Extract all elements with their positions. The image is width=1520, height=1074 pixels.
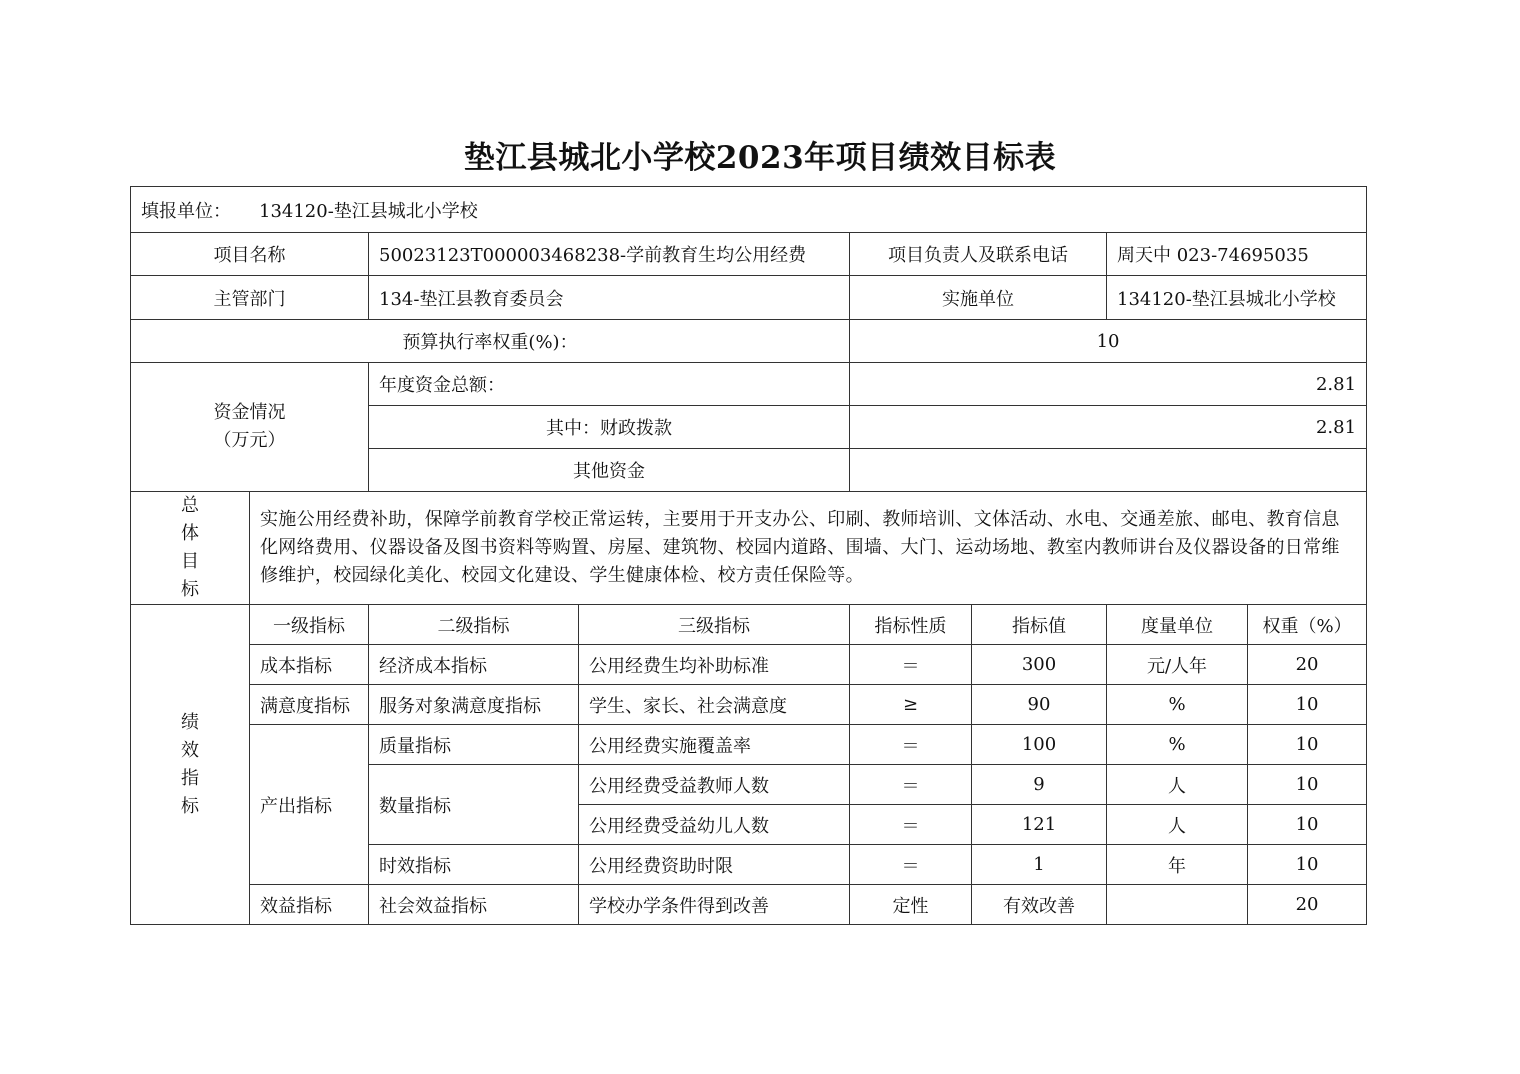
project-row (131, 233, 1367, 276)
level2-cell: 数量指标 (369, 765, 579, 845)
unit-cell: 人 (1107, 805, 1248, 845)
department-row (131, 276, 1367, 320)
unit-cell: % (1107, 725, 1248, 765)
budget-rate-row (131, 320, 1367, 363)
budget-rate-label: 预算执行率权重(%)： (131, 320, 850, 363)
weight-cell: 10 (1248, 685, 1367, 725)
value-cell: 100 (972, 725, 1107, 765)
level3-cell: 学生、家长、社会满意度 (579, 685, 850, 725)
page-title: 垫江县城北小学校2023年项目绩效目标表 (463, 140, 1057, 176)
weight-cell: 10 (1248, 805, 1367, 845)
performance-label-char: 绩 (181, 711, 199, 733)
level1-cell: 满意度指标 (250, 685, 369, 725)
performance-label-char: 标 (181, 795, 199, 817)
header-unit: 度量单位 (1107, 605, 1248, 645)
weight-cell: 20 (1248, 885, 1367, 925)
performance-header-row (131, 605, 1367, 645)
level3-cell: 公用经费资助时限 (579, 845, 850, 885)
value-cell: 有效改善 (972, 885, 1107, 925)
header-weight: 权重（%） (1248, 605, 1367, 645)
implementing-unit-label: 实施单位 (850, 276, 1107, 320)
reporting-unit-value: 134120-垫江县城北小学校 (259, 200, 478, 222)
reporting-unit-cell (131, 187, 1367, 233)
value-cell: 9 (972, 765, 1107, 805)
goal-label (131, 492, 250, 605)
level2-cell: 服务对象满意度指标 (369, 685, 579, 725)
value-cell: 90 (972, 685, 1107, 725)
funds-fiscal-value: 2.81 (850, 406, 1367, 449)
funds-total-label: 年度资金总额： (369, 363, 850, 406)
unit-cell: 人 (1107, 765, 1248, 805)
weight-cell: 20 (1248, 645, 1367, 685)
unit-cell (1107, 885, 1248, 925)
goal-label-char: 标 (181, 579, 199, 600)
header-level3: 三级指标 (579, 605, 850, 645)
value-cell: 300 (972, 645, 1107, 685)
level2-cell: 社会效益指标 (369, 885, 579, 925)
performance-label (131, 605, 250, 925)
table-row (131, 885, 1367, 925)
goal-label-char: 体 (181, 523, 199, 544)
level2-cell: 质量指标 (369, 725, 579, 765)
level1-cell: 产出指标 (250, 725, 369, 885)
header-level1: 一级指标 (250, 605, 369, 645)
level3-cell: 公用经费生均补助标准 (579, 645, 850, 685)
unit-cell: 年 (1107, 845, 1248, 885)
funds-total-row (131, 363, 1367, 406)
level2-cell: 经济成本指标 (369, 645, 579, 685)
funds-label (131, 363, 369, 492)
level3-cell: 公用经费实施覆盖率 (579, 725, 850, 765)
header-value: 指标值 (972, 605, 1107, 645)
table-row (131, 725, 1367, 765)
goal-label-char: 目 (181, 551, 199, 572)
performance-label-char: 效 (181, 739, 199, 761)
unit-cell: % (1107, 685, 1248, 725)
value-cell: 121 (972, 805, 1107, 845)
funds-label-line1: 资金情况 (213, 402, 286, 423)
department-value: 134-垫江县教育委员会 (369, 276, 850, 320)
value-cell: 1 (972, 845, 1107, 885)
project-name-value: 50023123T000003468238-学前教育生均公用经费 (369, 233, 850, 276)
reporting-unit-row (131, 187, 1367, 233)
level3-cell: 公用经费受益教师人数 (579, 765, 850, 805)
nature-cell: ＝ (850, 765, 972, 805)
table-row (131, 645, 1367, 685)
weight-cell: 10 (1248, 845, 1367, 885)
performance-label-char: 指 (181, 767, 199, 789)
project-name-label: 项目名称 (131, 233, 369, 276)
header-level2: 二级指标 (369, 605, 579, 645)
goal-text: 实施公用经费补助，保障学前教育学校正常运转，主要用于开支办公、印刷、教师培训、文体活动、水电、交通差旅、邮电、教育信息化网络费用、仪器设备及图书资料等购置、房屋、建筑物、校园内道路、围墙、大门、运动场地、教室内教师讲台及仪器设备的日常维修维护，校园绿化美化、校园文化建设、学生健康体检、校方责任保险等。 (250, 492, 1367, 605)
level3-cell: 学校办学条件得到改善 (579, 885, 850, 925)
nature-cell: 定性 (850, 885, 972, 925)
table-row (131, 685, 1367, 725)
nature-cell: ＝ (850, 805, 972, 845)
level1-cell: 效益指标 (250, 885, 369, 925)
level2-cell: 时效指标 (369, 845, 579, 885)
funds-label-line2: （万元） (213, 430, 286, 451)
funds-other-label: 其他资金 (369, 449, 850, 492)
funds-other-value (850, 449, 1367, 492)
nature-cell: ＝ (850, 845, 972, 885)
goal-label-char: 总 (181, 495, 199, 516)
unit-cell: 元/人年 (1107, 645, 1248, 685)
goal-row (131, 492, 1367, 605)
level1-cell: 成本指标 (250, 645, 369, 685)
project-contact-value: 周天中 023-74695035 (1107, 233, 1367, 276)
funds-total-value: 2.81 (850, 363, 1367, 406)
nature-cell: ＝ (850, 725, 972, 765)
nature-cell: ＝ (850, 645, 972, 685)
implementing-unit-value: 134120-垫江县城北小学校 (1107, 276, 1367, 320)
performance-target-table (130, 186, 1367, 925)
nature-cell: ≥ (850, 685, 972, 725)
header-nature: 指标性质 (850, 605, 972, 645)
budget-rate-value: 10 (850, 320, 1367, 363)
weight-cell: 10 (1248, 725, 1367, 765)
department-label: 主管部门 (131, 276, 369, 320)
reporting-unit-label: 填报单位： (141, 200, 231, 222)
project-contact-label: 项目负责人及联系电话 (850, 233, 1107, 276)
weight-cell: 10 (1248, 765, 1367, 805)
level3-cell: 公用经费受益幼儿人数 (579, 805, 850, 845)
funds-fiscal-label: 其中：财政拨款 (369, 406, 850, 449)
